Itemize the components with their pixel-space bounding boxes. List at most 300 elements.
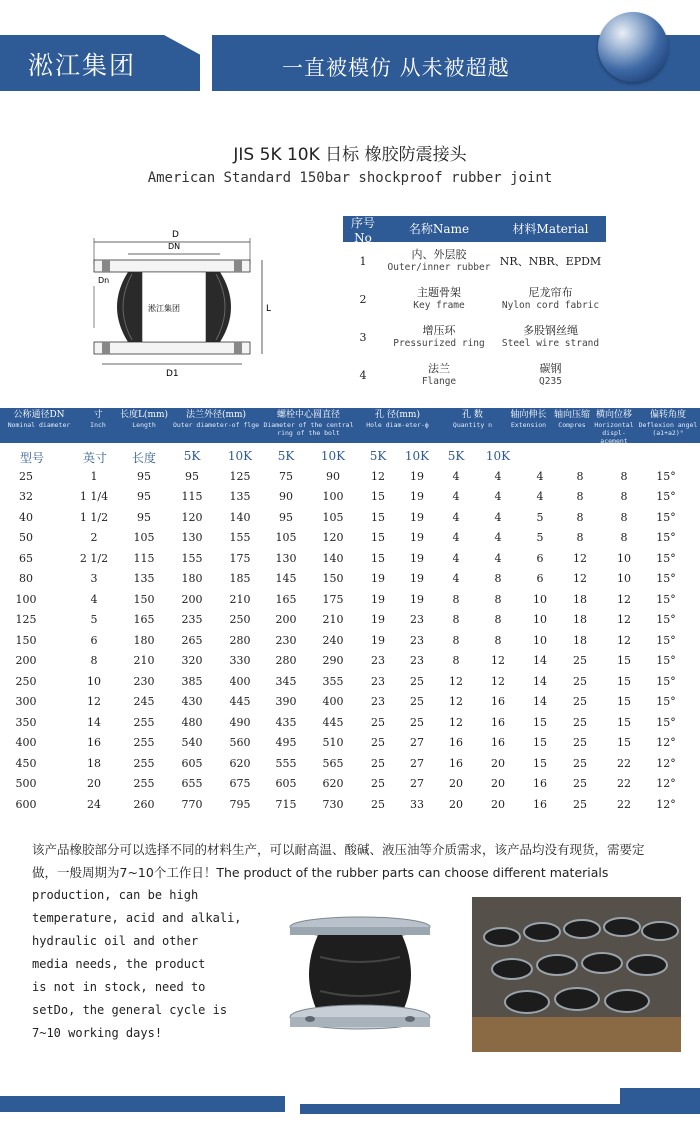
description-en-line: hydraulic oil and other <box>32 934 199 948</box>
table-cell: 5 <box>90 613 98 626</box>
table-cell: 4 <box>90 592 98 606</box>
label-d1: D1 <box>166 369 179 379</box>
table-cell: 105 <box>133 531 155 544</box>
spec-header-cell <box>118 410 170 429</box>
spec-header-cn: 法兰外径(mm) <box>185 410 247 420</box>
table-cell: 4 <box>494 510 502 524</box>
table-cell: 265 <box>181 633 203 647</box>
table-cell: 25 <box>410 695 424 708</box>
table-cell: 19 <box>410 551 424 565</box>
table-cell: 715 <box>275 797 297 811</box>
table-cell: 14 <box>87 715 101 729</box>
spec-header-cell <box>440 410 505 429</box>
table-cell: 25 <box>573 654 587 667</box>
table-cell: 175 <box>322 592 344 606</box>
table-row <box>0 529 700 550</box>
table-cell: 19 <box>410 572 424 585</box>
spec-header-en: Diameter of the central ring of the bolt <box>263 421 354 437</box>
spec-header-cn: 孔 数 <box>462 410 483 420</box>
spec-header-cn: 横向位移 <box>595 410 632 420</box>
table-cell: 210 <box>229 592 251 606</box>
table-cell: 25 <box>371 756 385 770</box>
table-cell: 565 <box>322 756 344 770</box>
table-cell: 150 <box>322 572 344 585</box>
table-cell: 25 <box>410 715 424 729</box>
table-cell: 8 <box>452 613 460 626</box>
description-en-line: setDo, the general cycle is <box>32 1003 228 1017</box>
spec-header-cn: 寸 <box>93 410 103 420</box>
spec-subheader-cell: 5K <box>183 449 201 463</box>
table-cell: 620 <box>322 777 344 790</box>
spec-subheader-cell: 英寸 <box>82 451 107 465</box>
table-cell: 280 <box>275 654 297 667</box>
table-cell: 10 <box>533 592 547 606</box>
materials-row <box>343 242 606 280</box>
table-cell: 125 <box>229 469 251 483</box>
table-cell: 290 <box>322 654 344 667</box>
table-row <box>0 591 700 612</box>
table-cell: 25 <box>573 777 587 790</box>
table-cell: 12 <box>617 633 631 647</box>
table-cell: 95 <box>279 510 293 524</box>
materials-name-en: Flange <box>421 376 457 387</box>
table-cell: 12 <box>449 674 463 688</box>
table-cell: 8 <box>620 531 628 544</box>
table-cell: 140 <box>229 510 251 524</box>
table-cell: 255 <box>133 715 155 729</box>
spec-subheader-cell: 型号 <box>19 451 44 465</box>
table-cell: 15 <box>371 551 385 565</box>
table-cell: 12 <box>573 572 587 585</box>
spec-header-cn: 轴向压缩 <box>553 410 590 420</box>
table-cell: 260 <box>133 797 155 811</box>
table-cell: 235 <box>181 613 203 626</box>
spec-header-en: Deflexion angel (a1+a2)° <box>638 421 698 437</box>
spec-header-cn: 公称通径DN <box>13 410 65 420</box>
table-cell: 18 <box>87 756 101 770</box>
table-cell: 15 <box>533 736 547 749</box>
table-cell: 16 <box>491 715 505 729</box>
footer-bar-right <box>620 1088 700 1114</box>
table-cell: 8 <box>452 633 460 647</box>
table-cell: 385 <box>181 674 203 688</box>
table-cell: 1 <box>90 469 98 483</box>
spec-subheader-cell: 5K <box>447 449 465 463</box>
table-cell: 125 <box>15 613 37 626</box>
table-cell: 80 <box>19 572 33 585</box>
table-cell: 40 <box>19 510 33 524</box>
table-cell: 19 <box>371 633 385 647</box>
table-cell: 19 <box>410 531 424 544</box>
table-cell: 75 <box>279 469 293 483</box>
table-cell: 16 <box>533 797 547 811</box>
rubber-joint-diagram <box>80 224 280 394</box>
table-cell: 8 <box>452 654 460 667</box>
table-cell: 540 <box>181 736 203 749</box>
table-cell: 25 <box>573 715 587 729</box>
table-cell: 15° <box>656 695 676 708</box>
table-cell: 3 <box>90 572 98 585</box>
table-cell: 770 <box>181 797 203 811</box>
description-en-line: 7~10 working days! <box>32 1026 163 1040</box>
table-cell: 4 <box>536 490 544 503</box>
materials-name <box>383 324 495 350</box>
materials-no: 3 <box>359 330 367 344</box>
table-cell: 18 <box>573 592 587 606</box>
table-cell: 8 <box>576 510 584 524</box>
table-cell: 15° <box>656 592 676 606</box>
table-cell: 95 <box>185 469 199 483</box>
footer-bar-middle <box>300 1104 620 1114</box>
table-cell: 210 <box>322 613 344 626</box>
table-cell: 19 <box>371 592 385 606</box>
table-cell: 15 <box>371 490 385 503</box>
table-row <box>0 570 700 591</box>
globe-icon <box>598 12 668 82</box>
table-cell: 90 <box>326 469 340 483</box>
table-cell: 480 <box>181 715 203 729</box>
table-cell: 120 <box>322 531 344 544</box>
table-cell: 8 <box>576 531 584 544</box>
spec-header-cell <box>170 410 262 429</box>
spec-header-cell <box>0 410 78 429</box>
description-line-1: 该产品橡胶部分可以选择不同的材料生产，可以耐高温、酸碱、液压油等介质需求，该产品均没有现货，需要定 <box>32 842 645 857</box>
table-cell: 22 <box>617 756 631 770</box>
spec-subheader-cell: 10K <box>320 449 346 463</box>
spec-header-cn: 孔 径(mm) <box>375 410 420 420</box>
table-cell: 6 <box>536 551 544 565</box>
slogan: 一直被模仿 从未被超越 <box>282 56 510 80</box>
table-cell: 560 <box>229 736 251 749</box>
table-cell: 345 <box>275 674 297 688</box>
table-cell: 20 <box>449 797 463 811</box>
table-cell: 20 <box>87 777 101 790</box>
table-cell: 255 <box>133 756 155 770</box>
table-cell: 15 <box>533 756 547 770</box>
table-cell: 27 <box>410 777 424 790</box>
table-cell: 23 <box>371 695 385 708</box>
table-cell: 20 <box>491 777 505 790</box>
table-cell: 300 <box>15 695 37 708</box>
table-cell: 2 1/2 <box>79 551 109 565</box>
table-cell: 95 <box>137 510 151 524</box>
table-cell: 20 <box>491 756 505 770</box>
table-cell: 12 <box>449 715 463 729</box>
table-cell: 320 <box>181 654 203 667</box>
table-cell: 15° <box>656 572 676 585</box>
table-cell: 15° <box>656 674 676 688</box>
product-photo-stock <box>472 897 681 1052</box>
table-cell: 230 <box>133 674 155 688</box>
spec-header-cell <box>552 410 592 429</box>
spec-header-en: Nominal diameter <box>7 421 71 429</box>
materials-header-no: 序号No <box>350 215 375 245</box>
spec-header-cell <box>78 410 118 429</box>
table-cell: 4 <box>494 490 502 503</box>
table-cell: 19 <box>371 572 385 585</box>
materials-name-cn: 法兰 <box>428 362 450 375</box>
materials-name-cn: 增压环 <box>422 324 456 337</box>
table-cell: 22 <box>617 777 631 790</box>
table-cell: 15 <box>617 736 631 749</box>
table-cell: 4 <box>494 469 502 483</box>
materials-header-name: 名称Name <box>408 221 470 236</box>
table-cell: 8 <box>494 592 502 606</box>
description-en-line: production, can be high <box>32 888 199 902</box>
table-row <box>0 714 700 735</box>
table-cell: 255 <box>133 736 155 749</box>
table-cell: 10 <box>617 572 631 585</box>
table-row <box>0 775 700 796</box>
table-cell: 25 <box>410 674 424 688</box>
table-cell: 150 <box>133 592 155 606</box>
table-cell: 14 <box>533 695 547 708</box>
table-row <box>0 755 700 776</box>
table-cell: 12° <box>656 797 676 811</box>
table-cell: 19 <box>410 592 424 606</box>
table-row <box>0 796 700 817</box>
materials-row <box>343 356 606 394</box>
table-cell: 795 <box>229 797 251 811</box>
table-cell: 4 <box>452 510 460 524</box>
table-cell: 620 <box>229 756 251 770</box>
table-cell: 400 <box>229 674 251 688</box>
table-cell: 15° <box>656 531 676 544</box>
table-cell: 10 <box>87 674 101 688</box>
table-cell: 8 <box>576 469 584 483</box>
table-row <box>0 734 700 755</box>
table-cell: 100 <box>15 592 37 606</box>
table-cell: 14 <box>533 654 547 667</box>
table-cell: 12 <box>449 695 463 708</box>
table-cell: 605 <box>181 756 203 770</box>
spec-header-cell <box>636 410 700 437</box>
spec-subheader-cell: 10K <box>227 449 253 463</box>
table-cell: 25 <box>573 674 587 688</box>
table-cell: 16 <box>449 736 463 749</box>
materials-header <box>343 215 606 245</box>
table-cell: 10 <box>533 613 547 626</box>
table-cell: 15° <box>656 510 676 524</box>
table-cell: 6 <box>536 572 544 585</box>
table-row <box>0 693 700 714</box>
table-cell: 23 <box>371 674 385 688</box>
materials-no: 4 <box>359 368 367 382</box>
table-row <box>0 673 700 694</box>
materials-material-cn: NR、NBR、EPDM <box>499 254 602 268</box>
table-cell: 165 <box>275 592 297 606</box>
materials-name-en: Key frame <box>413 300 465 311</box>
materials-material <box>495 324 606 350</box>
table-cell: 25 <box>371 777 385 790</box>
table-cell: 8 <box>494 613 502 626</box>
table-cell: 6 <box>90 633 98 647</box>
table-cell: 135 <box>229 490 251 503</box>
spec-header-cell <box>262 410 355 437</box>
spec-header-en: Inch <box>90 421 106 429</box>
spec-subheader-cell: 5K <box>369 449 387 463</box>
table-cell: 4 <box>452 490 460 503</box>
table-cell: 250 <box>15 674 37 688</box>
table-cell: 10 <box>533 633 547 647</box>
table-cell: 165 <box>133 613 155 626</box>
page-subtitle: American Standard 150bar shockproof rubber joint <box>147 170 553 186</box>
spec-header-cell <box>592 410 636 445</box>
table-cell: 130 <box>181 531 203 544</box>
materials-material <box>495 255 606 268</box>
table-cell: 185 <box>229 572 251 585</box>
table-cell: 18 <box>573 613 587 626</box>
materials-row <box>343 318 606 356</box>
table-cell: 4 <box>494 551 502 565</box>
table-cell: 435 <box>275 715 297 729</box>
table-cell: 210 <box>133 654 155 667</box>
table-cell: 16 <box>87 736 101 749</box>
table-cell: 100 <box>322 490 344 503</box>
table-cell: 150 <box>15 633 37 647</box>
table-row <box>0 550 700 571</box>
table-cell: 23 <box>410 613 424 626</box>
table-cell: 8 <box>620 490 628 503</box>
table-cell: 23 <box>410 654 424 667</box>
table-cell: 18 <box>573 633 587 647</box>
materials-material-en: Q235 <box>539 376 562 387</box>
table-cell: 25 <box>573 695 587 708</box>
table-cell: 90 <box>279 490 293 503</box>
table-cell: 8 <box>494 633 502 647</box>
table-cell: 155 <box>229 531 251 544</box>
table-cell: 115 <box>133 551 155 565</box>
spec-header-cn: 偏转角度 <box>649 410 686 420</box>
table-cell: 2 <box>90 531 98 544</box>
spec-header-en: Quantity n <box>452 421 493 429</box>
table-cell: 8 <box>620 469 628 483</box>
spec-header-cn: 长度L(mm) <box>119 410 169 420</box>
table-cell: 200 <box>181 592 203 606</box>
materials-material <box>495 286 606 312</box>
table-cell: 180 <box>133 633 155 647</box>
materials-name <box>383 362 495 388</box>
table-cell: 230 <box>275 633 297 647</box>
spec-header-en: Compres <box>558 421 586 429</box>
table-cell: 15 <box>371 510 385 524</box>
table-cell: 400 <box>15 736 37 749</box>
table-row <box>0 652 700 673</box>
table-cell: 12 <box>87 695 101 708</box>
page-title: JIS 5K 10K 日标 橡胶防震接头 <box>233 145 467 165</box>
table-cell: 655 <box>181 777 203 790</box>
table-cell: 12 <box>617 613 631 626</box>
spec-header-cn: 螺栓中心圆直径 <box>276 410 340 420</box>
table-cell: 4 <box>536 469 544 483</box>
spec-subheader-cell: 10K <box>404 449 430 463</box>
table-cell: 16 <box>491 736 505 749</box>
materials-no: 2 <box>359 292 367 306</box>
table-cell: 15 <box>371 531 385 544</box>
table-cell: 95 <box>137 490 151 503</box>
spec-table-header <box>0 408 700 443</box>
table-cell: 445 <box>229 695 251 708</box>
table-cell: 140 <box>322 551 344 565</box>
table-cell: 33 <box>410 797 424 811</box>
table-cell: 24 <box>87 797 101 811</box>
table-cell: 14 <box>533 674 547 688</box>
description-cn <box>32 838 682 884</box>
spec-subheader-cell: 长度 <box>131 451 156 465</box>
label-dn-small: Dn <box>98 276 110 285</box>
table-cell: 4 <box>494 531 502 544</box>
table-cell: 4 <box>452 469 460 483</box>
materials-name-cn: 主题骨架 <box>417 286 461 299</box>
materials-header-material: 材料Material <box>512 221 589 236</box>
table-row <box>0 488 700 509</box>
table-cell: 175 <box>229 551 251 565</box>
table-cell: 16 <box>449 756 463 770</box>
table-cell: 12 <box>617 592 631 606</box>
table-cell: 180 <box>181 572 203 585</box>
table-cell: 240 <box>322 633 344 647</box>
table-cell: 25 <box>573 797 587 811</box>
table-cell: 65 <box>19 551 33 565</box>
table-cell: 12° <box>656 756 676 770</box>
table-cell: 19 <box>371 613 385 626</box>
table-cell: 25 <box>573 756 587 770</box>
table-cell: 23 <box>410 633 424 647</box>
table-cell: 15° <box>656 654 676 667</box>
materials-material-en: Nylon cord fabric <box>501 300 600 311</box>
materials-material <box>495 362 606 388</box>
table-cell: 15 <box>533 715 547 729</box>
table-cell: 1 1/4 <box>79 490 109 503</box>
materials-name-en: Pressurized ring <box>393 338 485 349</box>
table-cell: 15 <box>617 654 631 667</box>
table-cell: 145 <box>275 572 297 585</box>
table-cell: 115 <box>181 490 203 503</box>
table-cell: 355 <box>322 674 344 688</box>
spec-subheader-cell: 5K <box>277 449 295 463</box>
description-en-line: media needs, the product <box>32 957 206 971</box>
table-cell: 20 <box>449 777 463 790</box>
spec-header-en: Horizontal displ-acement <box>594 421 634 445</box>
table-cell: 400 <box>322 695 344 708</box>
table-cell: 490 <box>229 715 251 729</box>
table-cell: 27 <box>410 756 424 770</box>
table-cell: 250 <box>229 613 251 626</box>
table-cell: 12 <box>491 654 505 667</box>
materials-no: 1 <box>359 254 367 268</box>
materials-row <box>343 280 606 318</box>
table-cell: 105 <box>275 531 297 544</box>
materials-name <box>383 248 495 274</box>
table-cell: 8 <box>576 490 584 503</box>
table-cell: 19 <box>410 490 424 503</box>
table-cell: 15° <box>656 613 676 626</box>
description-line-2: 做，一般周期为7~10个工作日！The product of the rubber parts can choose different materials <box>32 865 609 880</box>
spec-header-cell <box>355 410 440 429</box>
spec-header-en: Hole diam-eter-ф <box>366 421 429 429</box>
table-cell: 15° <box>656 633 676 647</box>
table-cell: 8 <box>452 592 460 606</box>
table-cell: 12° <box>656 736 676 749</box>
table-cell: 15 <box>617 715 631 729</box>
table-cell: 16 <box>491 695 505 708</box>
materials-table <box>343 216 606 394</box>
table-cell: 430 <box>181 695 203 708</box>
table-cell: 15 <box>617 674 631 688</box>
spec-table-body <box>0 447 700 816</box>
table-cell: 50 <box>19 531 33 544</box>
diagram-brand: 淞江集团 <box>148 304 180 313</box>
